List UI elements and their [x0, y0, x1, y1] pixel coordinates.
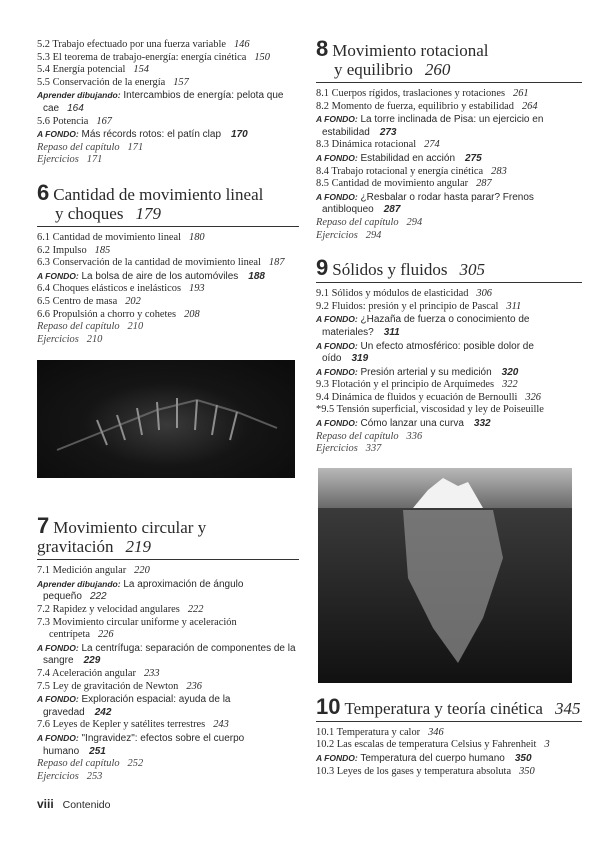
- toc-entry[interactable]: [37, 64, 299, 77]
- entry-page: 322: [502, 379, 518, 391]
- entry-tag: A FONDO:: [316, 152, 358, 163]
- entry-title: 9.3 Flotación y el principio de Arquímedes: [316, 379, 495, 391]
- entry-title: 10.1 Temperatura y calor: [316, 726, 421, 738]
- entry-page: 208: [184, 308, 200, 320]
- toc-entry[interactable]: [37, 77, 299, 90]
- entry-title: La aproximación de ángulo pequeño: [43, 578, 244, 603]
- entry-title: 7.4 Aceleración angular: [37, 668, 136, 680]
- entry-page: 252: [127, 758, 144, 770]
- entry-title: *9.5 Tensión superficial, viscosidad y ley de Poiseuille: [316, 404, 544, 416]
- entry-page: 350: [519, 765, 535, 777]
- toc-entry[interactable]: [316, 340, 582, 366]
- entry-page: 146: [233, 39, 250, 50]
- toc-entry[interactable]: [316, 113, 582, 139]
- entry-tag: A FONDO:: [316, 340, 358, 351]
- entry-page: 210: [127, 321, 144, 333]
- chapter-title: Cantidad de movimiento lineal: [53, 184, 264, 204]
- chapter-7: [37, 513, 299, 783]
- entry-title: Un efecto atmosférico: posible dolor de oído: [322, 340, 534, 365]
- entry-tag: A FONDO:: [316, 314, 358, 325]
- entry-title: Ejercicios: [37, 770, 79, 782]
- entry-page: 283: [491, 165, 507, 177]
- toc-entry[interactable]: [37, 116, 299, 129]
- entry-title: Estabilidad en acción: [360, 152, 456, 164]
- entry-page: 274: [424, 139, 440, 151]
- entry-title: 6.3 Conservación de la cantidad de movimiento lineal: [37, 257, 261, 269]
- entry-page: 180: [189, 231, 205, 243]
- entry-tag: A FONDO:: [37, 642, 79, 653]
- chapter-page: 260: [424, 60, 451, 79]
- chapter-10: [316, 693, 582, 778]
- entry-title: 8.4 Trabajo rotacional y energía cinética: [316, 165, 484, 177]
- entry-page: 350: [514, 753, 532, 765]
- entry-page: 171: [86, 154, 103, 166]
- chapter-6-photo: [37, 360, 295, 478]
- toc-entry[interactable]: [37, 270, 299, 284]
- chapter-title: Temperatura y teoría cinética: [344, 698, 543, 718]
- entry-page: 222: [187, 604, 204, 616]
- entry-title: Cómo lanzar una curva: [360, 418, 464, 430]
- chapter-heading[interactable]: [316, 255, 582, 281]
- toc-entry[interactable]: [37, 89, 299, 115]
- toc-entry[interactable]: [316, 139, 582, 152]
- entry-tag: A FONDO:: [316, 418, 358, 429]
- chapter-divider: [37, 559, 299, 560]
- entry-page: 264: [521, 100, 538, 112]
- toc-entry[interactable]: [37, 732, 299, 758]
- chapter-number: 10: [316, 693, 341, 719]
- entry-tag: A FONDO:: [37, 270, 79, 281]
- toc-entry[interactable]: [37, 565, 299, 578]
- chapter-title-line2: y choques: [55, 203, 124, 223]
- entry-page: 251: [89, 745, 106, 757]
- entry-title: 5.3 El teorema de trabajo-energía: energía cinética: [37, 51, 247, 63]
- chapter-page: 345: [554, 698, 581, 718]
- entry-title: 7.1 Medición angular: [37, 565, 127, 577]
- motion-sequence-image: [37, 360, 295, 478]
- entry-page: 170: [231, 129, 248, 141]
- toc-entry[interactable]: [316, 431, 582, 444]
- toc-entry[interactable]: [316, 288, 582, 301]
- left-column: [37, 39, 299, 812]
- entry-title: 6.2 Impulso: [37, 244, 87, 256]
- entry-page: 287: [476, 178, 492, 190]
- toc-entry[interactable]: [37, 296, 299, 309]
- entry-title: 8.2 Momento de fuerza, equilibrio y estabilidad: [316, 100, 514, 112]
- entry-title: Temperatura del cuerpo humano: [360, 753, 505, 765]
- entry-page: 210: [86, 333, 103, 345]
- toc-entry[interactable]: [316, 152, 582, 166]
- entry-page: 326: [525, 391, 541, 403]
- toc-entry[interactable]: [316, 443, 582, 456]
- entry-page: 243: [213, 719, 229, 731]
- entry-title: 5.5 Conservación de la energía: [37, 76, 166, 88]
- entry-title: 8.3 Dinámica rotacional: [316, 139, 417, 151]
- footer-label: Contenido: [62, 799, 111, 812]
- entry-title: 7.2 Rapidez y velocidad angulares: [37, 604, 180, 616]
- entry-page: 222: [89, 591, 107, 603]
- entry-page: 261: [513, 88, 529, 99]
- entry-page: 242: [94, 706, 112, 718]
- toc-entry[interactable]: [316, 766, 582, 779]
- entry-title: Presión arterial y su medición: [360, 366, 492, 378]
- entry-title: 6.5 Centro de masa: [37, 295, 118, 307]
- entry-title: La bolsa de aire de los automóviles: [81, 270, 239, 282]
- entry-page: 332: [473, 418, 491, 430]
- entry-page: 306: [476, 288, 492, 300]
- toc-entry[interactable]: [37, 283, 299, 296]
- toc-entry[interactable]: [316, 727, 582, 740]
- page-footer: [37, 797, 299, 812]
- entry-title: Intercambios de energía: pelota que cae: [43, 90, 284, 114]
- toc-entry[interactable]: [316, 313, 582, 339]
- entry-page: 253: [86, 770, 103, 782]
- toc-entry[interactable]: [37, 617, 299, 642]
- chapter-heading[interactable]: [316, 693, 582, 719]
- entry-title: 10.3 Leyes de los gases y temperatura absoluta: [316, 765, 512, 777]
- page-number: viii: [37, 797, 54, 812]
- toc-entry[interactable]: [37, 309, 299, 322]
- entry-title: La torre inclinada de Pisa: un ejercicio en estabilidad: [322, 114, 544, 138]
- entry-page: 311: [383, 326, 400, 338]
- entry-tag: A FONDO:: [316, 366, 358, 377]
- chapter-page: 305: [459, 260, 485, 280]
- chapter-page: 179: [135, 203, 161, 223]
- entry-page: 226: [97, 629, 114, 641]
- entry-tag: A FONDO:: [316, 191, 358, 202]
- chapter-divider: [316, 282, 582, 283]
- chapter-divider: [316, 721, 582, 722]
- entry-page: 185: [94, 244, 111, 256]
- chapter-number: 9: [316, 255, 329, 281]
- entry-title: 6.4 Choques elásticos e inelásticos: [37, 283, 181, 295]
- chapter-8: [316, 36, 582, 242]
- chapter-divider: [316, 82, 582, 83]
- chapter-heading[interactable]: [37, 179, 299, 223]
- entry-page: 273: [379, 126, 397, 138]
- entry-title: Ejercicios: [37, 154, 79, 166]
- entry-title: Repaso del capítulo: [37, 141, 120, 153]
- entry-tag: A FONDO:: [316, 114, 358, 125]
- toc-entry[interactable]: [37, 771, 299, 784]
- entry-title: 8.1 Cuerpos rígidos, traslaciones y rotaciones: [316, 88, 506, 99]
- toc-entry[interactable]: [316, 392, 582, 405]
- entry-title: Repaso del capítulo: [316, 430, 399, 442]
- toc-entry[interactable]: [37, 604, 299, 617]
- toc-entry[interactable]: [316, 191, 582, 217]
- entry-title: 10.2 Las escalas de temperatura Celsius y Fahrenheit: [316, 739, 537, 751]
- entry-title: ¿Resbalar o rodar hasta parar? Frenos antibloqueo: [322, 191, 534, 216]
- entry-title: Repaso del capítulo: [37, 758, 120, 770]
- entry-title: 9.4 Dinámica de fluidos y ecuación de Bernoulli: [316, 391, 518, 403]
- entry-tag: Aprender dibujando:: [37, 90, 121, 101]
- toc-entry[interactable]: [37, 334, 299, 347]
- toc-entry[interactable]: [316, 88, 582, 101]
- chapter-9: [316, 255, 582, 456]
- toc-entry[interactable]: [316, 166, 582, 179]
- toc-entry[interactable]: [316, 178, 582, 191]
- toc-entry[interactable]: [37, 52, 299, 65]
- toc-entry[interactable]: [37, 257, 299, 270]
- entry-page: 164: [67, 102, 84, 114]
- entry-page: 287: [383, 204, 401, 216]
- toc-entry[interactable]: [316, 379, 582, 392]
- entry-title: 5.4 Energía potencial: [37, 64, 126, 76]
- toc-entry[interactable]: [316, 217, 582, 230]
- entry-title: 6.1 Cantidad de movimiento lineal: [37, 231, 181, 243]
- toc-entry[interactable]: [316, 739, 582, 752]
- entry-title: "Ingravidez": efectos sobre el cuerpo humano: [43, 733, 245, 757]
- toc-entry[interactable]: [316, 417, 582, 431]
- entry-page: 220: [134, 565, 150, 577]
- chapter-title: Movimiento circular y gravitación: [37, 518, 207, 557]
- toc-entry[interactable]: [37, 232, 299, 245]
- chapter-title: Sólidos y fluidos: [332, 260, 448, 280]
- entry-page: 346: [428, 726, 444, 738]
- toc-entry[interactable]: [316, 101, 582, 114]
- chapter-divider: [37, 226, 299, 227]
- entry-page: 150: [254, 51, 270, 63]
- toc-entry[interactable]: [316, 230, 582, 243]
- entry-title: 7.5 Ley de gravitación de Newton: [37, 680, 179, 692]
- entry-page: 3: [544, 739, 550, 751]
- entry-tag: Aprender dibujando:: [37, 578, 121, 589]
- toc-entry[interactable]: [37, 642, 299, 668]
- toc-entry[interactable]: [316, 301, 582, 314]
- toc-entry[interactable]: [37, 578, 299, 604]
- entry-page: 171: [127, 141, 144, 153]
- iceberg-image: [318, 468, 572, 683]
- chapter-heading[interactable]: [37, 513, 299, 557]
- chapter-number: 8: [316, 36, 329, 61]
- entry-page: 202: [125, 295, 141, 307]
- right-column: [316, 36, 582, 778]
- entry-page: 157: [173, 76, 189, 88]
- entry-page: 167: [96, 115, 112, 127]
- chapter-page: 219: [125, 537, 151, 557]
- entry-title: Ejercicios: [316, 229, 358, 241]
- toc-entry[interactable]: [37, 668, 299, 681]
- entry-title: 6.6 Propulsión a chorro y cohetes: [37, 308, 177, 320]
- section-gap: [37, 167, 299, 183]
- entry-page: 336: [406, 430, 423, 442]
- entry-tag: A FONDO:: [37, 694, 79, 705]
- entry-page: 294: [406, 216, 423, 228]
- entry-title: 9.2 Fluidos: presión y el principio de Pascal: [316, 300, 499, 312]
- entry-page: 337: [365, 443, 382, 455]
- entry-title: 9.1 Sólidos y módulos de elasticidad: [316, 288, 469, 300]
- entry-tag: A FONDO:: [316, 753, 358, 764]
- entry-page: 187: [268, 257, 285, 269]
- entry-tag: A FONDO:: [37, 733, 79, 743]
- entry-page: 294: [365, 229, 382, 241]
- entry-title: Exploración espacial: ayuda de la gravedad: [43, 694, 231, 718]
- toc-entry[interactable]: [37, 719, 299, 732]
- entry-page: 319: [351, 353, 369, 365]
- entry-title: 5.2 Trabajo efectuado por una fuerza variable: [37, 39, 226, 50]
- entry-title: ¿Hazaña de fuerza o conocimiento de materiales?: [322, 314, 530, 338]
- section-gap: [316, 242, 582, 258]
- chapter-title-line2: y equilibrio: [334, 60, 413, 79]
- chapter-6: [37, 179, 299, 346]
- entry-page: 188: [248, 270, 265, 282]
- entry-title: Más récords rotos: el patín clap: [81, 129, 222, 141]
- entry-page: 229: [83, 655, 101, 667]
- entry-page: 275: [465, 152, 482, 164]
- entry-page: 233: [143, 668, 160, 680]
- toc-entry[interactable]: [37, 128, 299, 142]
- entry-title: 7.6 Leyes de Kepler y satélites terrestres: [37, 719, 206, 731]
- toc-entry[interactable]: [37, 245, 299, 258]
- entry-title: 5.6 Potencia: [37, 115, 89, 127]
- entry-page: 236: [186, 680, 202, 692]
- chapter-number: 6: [37, 179, 50, 205]
- entry-title: La centrífuga: separación de componentes de la sangre: [43, 642, 296, 667]
- entry-title: Repaso del capítulo: [37, 321, 120, 333]
- toc-entry[interactable]: [37, 154, 299, 167]
- toc-entry[interactable]: [316, 366, 582, 380]
- toc-entry[interactable]: [37, 693, 299, 719]
- entry-title: Repaso del capítulo: [316, 216, 399, 228]
- chapter-5-tail: [37, 39, 299, 167]
- entry-page: 311: [506, 300, 522, 312]
- toc-entry[interactable]: [316, 752, 582, 766]
- entry-page: 193: [189, 283, 205, 295]
- toc-entry[interactable]: [37, 142, 299, 155]
- toc-entry[interactable]: [37, 39, 299, 52]
- toc-entry[interactable]: [316, 404, 582, 417]
- entry-title: Ejercicios: [316, 443, 358, 455]
- entry-title: 8.5 Cantidad de movimiento angular: [316, 178, 469, 190]
- entry-page: 320: [501, 366, 519, 378]
- entry-page: 154: [133, 64, 149, 76]
- toc-entry[interactable]: [37, 758, 299, 771]
- chapter-title: Movimiento rotacional: [332, 41, 489, 60]
- toc-entry[interactable]: [37, 321, 299, 334]
- chapter-heading[interactable]: [316, 36, 582, 79]
- chapter-number: 7: [37, 513, 50, 539]
- entry-title: Ejercicios: [37, 333, 79, 345]
- entry-tag: A FONDO:: [37, 129, 79, 140]
- toc-entry[interactable]: [37, 681, 299, 694]
- entry-title: 7.3 Movimiento circular uniforme y aceleración centrípeta: [37, 616, 237, 641]
